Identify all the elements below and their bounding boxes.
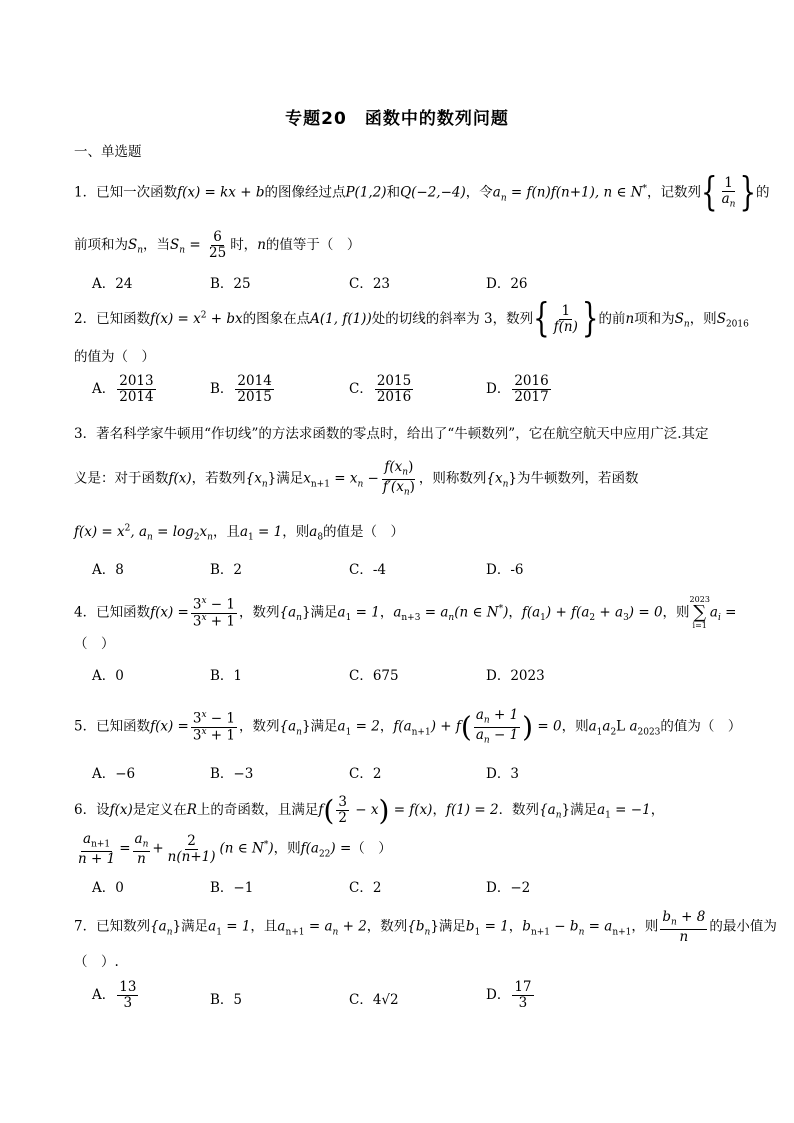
option-a[interactable]: A．0 bbox=[92, 668, 124, 684]
option-c[interactable]: C．23 bbox=[349, 276, 391, 292]
option-a[interactable]: A．24 bbox=[92, 276, 133, 292]
option-b[interactable]: B．2 bbox=[210, 562, 243, 578]
option-b[interactable]: B．−3 bbox=[210, 766, 254, 782]
question-7-line-1: 7．已知数列$\{a_n\}$满足$a_1 = 1$，且$a_{n+1} = a_n + 2$，数列$\{b_n\}$满足$b_1 = 1$，$b_{n+1} - b_n = a_{n+1}$，则 $\frac{b_n + 8}{n}$ 的最小值为 bbox=[74, 909, 777, 945]
option-b[interactable]: B．25 bbox=[210, 276, 251, 292]
option-d[interactable]: D．-6 bbox=[486, 562, 524, 578]
question-6-line-1: 6．设f(x)是定义在R上的奇函数，且满足f( $\frac{3}{2}$ − x) = f(x)，f(1) = 2．数列$\{a_n\}$满足$a_1 = -1$， bbox=[74, 794, 665, 827]
question-2-line-2: 的值为（ ） bbox=[74, 349, 155, 365]
option-c[interactable]: C．-4 bbox=[349, 562, 386, 578]
option-a[interactable]: A． $\frac{2013}{2014}$ bbox=[92, 373, 154, 405]
option-c[interactable]: C．2 bbox=[349, 766, 382, 782]
question-4-line-1: 4．已知函数f(x) = $\frac{3^x - 1}{3^x + 1}$ ，数列$\{a_n\}$满足$a_1 = 1$，$a_{n+3} = a_n(n$ ∈ N*)，$f(a_1) + f(a_2 + a_3) = 0$，则 2023 ∑ i=1 $a_i$ = bbox=[74, 595, 737, 630]
option-a[interactable]: A．0 bbox=[92, 880, 124, 896]
option-d[interactable]: D．3 bbox=[486, 766, 519, 782]
option-b[interactable]: B．1 bbox=[210, 668, 243, 684]
option-c[interactable]: C． $\frac{2015}{2016}$ bbox=[349, 373, 412, 405]
page-title: 专题20 函数中的数列问题 bbox=[285, 109, 509, 129]
option-b[interactable]: B． $\frac{2014}{2015}$ bbox=[210, 373, 272, 405]
option-b[interactable]: B．−1 bbox=[210, 880, 254, 896]
question-7-line-2: （ ）. bbox=[74, 954, 119, 970]
option-a[interactable]: A． $\frac{13}{3}$ bbox=[92, 979, 137, 1011]
option-d[interactable]: D．2023 bbox=[486, 668, 545, 684]
option-d[interactable]: D．26 bbox=[486, 276, 528, 292]
option-d[interactable]: D． $\frac{2016}{2017}$ bbox=[486, 373, 549, 405]
option-d[interactable]: D．−2 bbox=[486, 880, 531, 896]
option-c[interactable]: C．4√2 bbox=[349, 992, 399, 1008]
question-1-line-2: 前项和为$S_n$，当$S_n$ = $\frac{6}{25}$ 时，n的值等于（ ） bbox=[74, 229, 361, 261]
question-5-line-1: 5．已知函数f(x) = $\frac{3^x - 1}{3^x + 1}$ ，数列$\{a_n\}$满足$a_1 = 2$，$f(a_{n+1}) + f$( $\frac{a_n + 1}{a_n - 1}$ ) = 0，则$a_1a_2L$ $a_{2023}$的值为（ ） bbox=[74, 707, 742, 746]
option-a[interactable]: A．−6 bbox=[92, 766, 136, 782]
option-c[interactable]: C．675 bbox=[349, 668, 399, 684]
option-a[interactable]: A．8 bbox=[92, 562, 124, 578]
question-3-line-3: $f(x) = x^2$, $a_n = \log_2x_n$，且$a_1 = 1$，则$a_8$的值是（ ） bbox=[74, 523, 405, 543]
option-b[interactable]: B．5 bbox=[210, 992, 243, 1008]
option-c[interactable]: C．2 bbox=[349, 880, 382, 896]
question-6-line-2: $\frac{a_{n+1}}{n + 1}$ = $\frac{a_n}{n}$ + $\frac{2}{n(n+1)}$ (n ∈ N*)，则$f(a_{22})$ =（ ） bbox=[78, 831, 392, 867]
question-3-line-1: 3．著名科学家牛顿用“作切线”的方法求函数的零点时，给出了“牛顿数列”，它在航空航天中应用广泛.其定 bbox=[74, 426, 709, 442]
option-d[interactable]: D． $\frac{17}{3}$ bbox=[486, 979, 532, 1011]
question-4-line-2: （ ） bbox=[74, 636, 115, 652]
question-2-line-1: 2．已知函数$f(x) = x^2$ + bx的图象在点A(1, f(1))处的切线的斜率为 3，数列{ $\frac{1}{f(n)}$ }的前n项和为$S_n$，则$S_{2016}$ bbox=[74, 296, 749, 342]
section-heading: 一、单选题 bbox=[74, 144, 142, 160]
question-1-line-1: 1．已知一次函数f(x) = kx + b的图像经过点P(1,2)和Q(−2,−4)，令$a_n = f(n)f(n+1)$, n ∈ N*，记数列{ $\frac{1}{a_n}$ }的 bbox=[74, 170, 770, 216]
question-3-line-2: 义是：对于函数f(x)，若数列$\{x_n\}$满足$x_{n+1} = x_n$ − $\frac{f(x_n)}{f'(x_n)}$ ，则称数列$\{x_n\}$为牛顿数列，若函数 bbox=[74, 459, 639, 498]
